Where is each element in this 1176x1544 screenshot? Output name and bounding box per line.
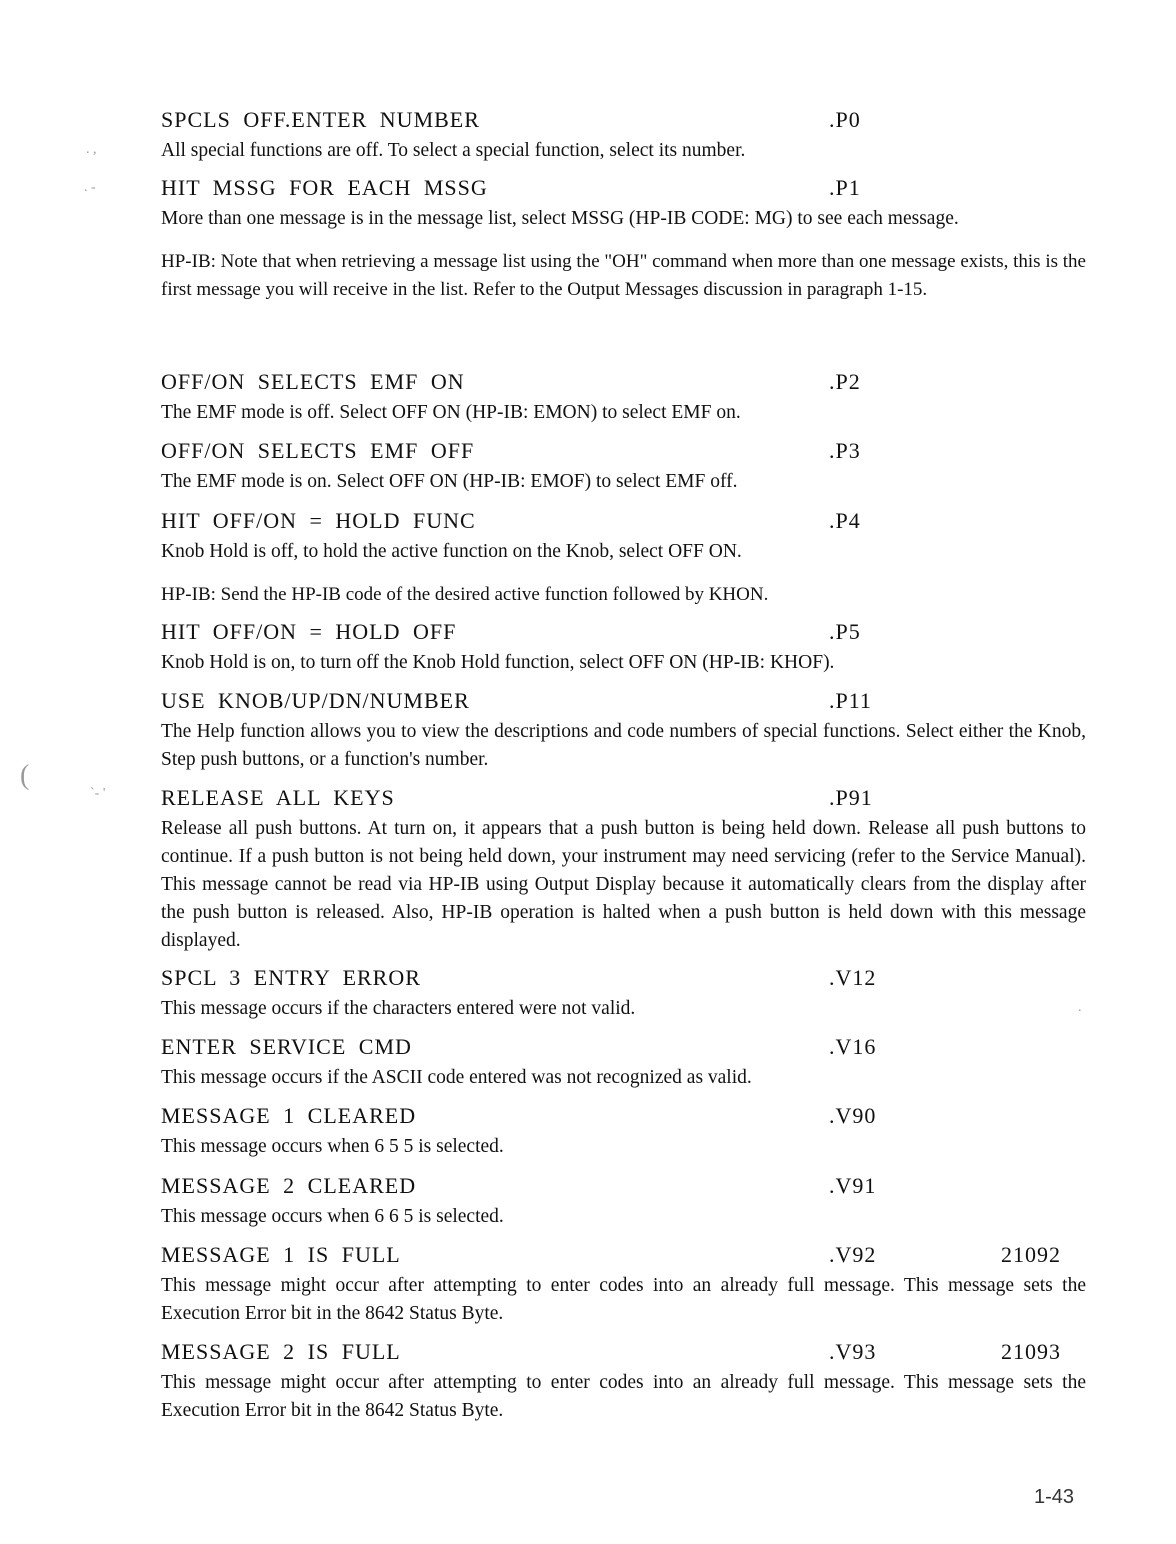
entry-p3 [161, 438, 1086, 496]
entry-description: All special functions are off. To select a special function, select its number. [161, 140, 746, 161]
entry-title: OFF/ON SELECTS EMF ON [161, 369, 465, 394]
entry-description: This message occurs if the ASCII code entered was not recognized as valid. [161, 1067, 752, 1088]
entry-heading [161, 107, 1086, 137]
entry-description: This message occurs when 6 6 5 is selected. [161, 1206, 504, 1227]
entry-p2 [161, 369, 1086, 427]
entry-title: MESSAGE 1 CLEARED [161, 1103, 417, 1128]
entry-heading [161, 785, 1086, 815]
entry-p0 [161, 107, 1086, 165]
entry-code: .V91 [829, 1173, 877, 1198]
entry-title: HIT MSSG FOR EACH MSSG [161, 175, 488, 200]
entry-code: .P5 [829, 619, 861, 644]
entry-v91 [161, 1173, 1086, 1231]
entry-description: More than one message is in the message list, select MSSG (HP-IB CODE: MG) to see each message. [161, 208, 959, 229]
hp-ib-note: HP-IB: Note that when retrieving a message list using the "OH" command when more than one message exists, this is the first message you will receive in the list. Refer to the Output Messages discussion in paragraph 1-15. [161, 251, 1086, 300]
entry-heading [161, 369, 1086, 399]
entry-v90 [161, 1103, 1086, 1161]
entry-description: Knob Hold is on, to turn off the Knob Hold function, select OFF ON (HP-IB: KHOF). [161, 652, 835, 673]
entry-v93 [161, 1339, 1086, 1425]
entry-heading [161, 965, 1086, 995]
entry-code: .V92 [829, 1242, 877, 1267]
entry-title: RELEASE ALL KEYS [161, 785, 395, 810]
entry-p91 [161, 785, 1086, 955]
entry-description: This message might occur after attempting to enter codes into an already full message. This message sets the Execution Error bit in the 8642 Status Byte. [161, 1372, 1086, 1421]
entry-p1 [161, 175, 1086, 304]
entry-code: .V12 [829, 965, 877, 990]
entry-title: USE KNOB/UP/DN/NUMBER [161, 688, 470, 713]
entry-code: .P0 [829, 107, 861, 132]
entry-title: SPCLS OFF.ENTER NUMBER [161, 107, 480, 132]
entry-title: HIT OFF/ON = HOLD FUNC [161, 508, 476, 533]
page-number: 1-43 [1034, 1486, 1075, 1508]
entry-description: The EMF mode is off. Select OFF ON (HP-IB: EMON) to select EMF on. [161, 402, 741, 423]
entry-code: .V90 [829, 1103, 877, 1128]
entry-code: .V93 [829, 1339, 877, 1364]
entry-title: ENTER SERVICE CMD [161, 1034, 412, 1059]
hp-ib-note: HP-IB: Send the HP-IB code of the desired active function followed by KHON. [161, 584, 769, 605]
entry-heading [161, 1173, 1086, 1203]
entry-v16 [161, 1034, 1086, 1092]
entry-v12 [161, 965, 1086, 1023]
entry-heading [161, 1339, 1086, 1369]
entry-heading [161, 688, 1086, 718]
entry-description: The Help function allows you to view the descriptions and code numbers of special functions. Select either the Knob, Step push buttons, or a function's number. [161, 721, 1086, 770]
entry-number: 21092 [1001, 1242, 1061, 1267]
entry-code: .P1 [829, 175, 861, 200]
entry-number: 21093 [1001, 1339, 1061, 1364]
entry-description: This message occurs when 6 5 5 is selected. [161, 1136, 504, 1157]
entry-title: OFF/ON SELECTS EMF OFF [161, 438, 475, 463]
entry-heading [161, 175, 1086, 205]
entry-title: MESSAGE 2 IS FULL [161, 1339, 401, 1364]
entry-description: The EMF mode is on. Select OFF ON (HP-IB: EMOF) to select EMF off. [161, 471, 738, 492]
entry-heading [161, 508, 1086, 538]
entry-heading [161, 619, 1086, 649]
entry-p4 [161, 508, 1086, 609]
entry-description: Release all push buttons. At turn on, it appears that a push button is being held down. Release all push buttons to continue. If a push button is not being held down, your instrument may need servicing (refer to the Service Manual). This message cannot be read via HP-IB using Output Display because it automatically clears from the display after the push button is released. Also, HP-IB operation is halted when a push button is held down with this message displayed. [161, 818, 1086, 951]
entry-heading [161, 1103, 1086, 1133]
manual-page: . , . - ( `- ' . SPCLS OFF.ENTER NUMBER .P0 All special functions are off. To select a special function, select its number. HIT MSSG FOR EACH MSSG .P1 More than one message is in the message list, select MSSG (HP-IB CODE: MG) to see each message. HP-IB: Note that when retrieving a message list using the "OH" command when more than one message exists, this is the first message you will receive in the list. Refer to the Output Messages discussion in paragraph 1-15. OFF/ON SELECTS EMF ON .P2 The EMF mode is off. Select OFF ON (HP-IB: EMON) to select EMF on. OFF/ON SELECTS EMF OFF .P3 The EMF mode is on. Select OFF ON (HP-IB: EMOF) to select EMF off. HIT OFF/ON = HOLD FUNC .P4 Knob Hold is off, to hold the active function on the Knob, select OFF ON. HP-IB: Send the HP-IB code of the desired active function followed by KHON. HIT OFF/ON = HOLD OFF .P5 Knob Hold is on, to turn off the Knob Hold function, select OFF ON (HP-IB: KHOF). USE KNOB/UP/DN/NUMBER .P11 The Help function allows you to view the descriptions and code numbers of special functions. Select either the Knob, Step push buttons, or a function's number. RELEASE ALL KEYS .P91 Release all push buttons. At turn on, it appears that a push button is being held down. Release all push buttons to continue. If a push button is not being held down, your instrument may need servicing (refer to the Service Manual). This message cannot be read via HP-IB using Output Display because it automatically clears from the display after the push button is released. Also, HP-IB operation is halted when a push button is held down with this message displayed. SPCL 3 ENTRY ERROR .V12 This message occurs if the characters entered were not valid. ENTER SERVICE CMD .V16 This message occurs if the ASCII code entered was not recognized as valid. MESSAGE 1 CLEARED .V90 This message occurs when 6 5 5 is selected. MESSAGE 2 CLEARED .V91 This message occurs when 6 6 5 is selected. MESSAGE 1 IS FULL .V92 21092 This message might occur after attempting to enter codes into an already full message. This message sets the Execution Error bit in the 8642 Status Byte. MESSAGE 2 IS FULL .V93 21093 This message might occur after attempting to enter codes into an already full message. This message sets the Execution Error bit in the 8642 Status Byte. 1-43 [20, 107, 1086, 1508]
entry-p11 [161, 688, 1086, 774]
entry-heading [161, 438, 1086, 468]
entry-code: .P2 [829, 369, 861, 394]
entry-description: This message occurs if the characters entered were not valid. [161, 998, 636, 1019]
entry-title: MESSAGE 1 IS FULL [161, 1242, 401, 1267]
entry-title: SPCL 3 ENTRY ERROR [161, 965, 421, 990]
entry-v92 [161, 1242, 1086, 1328]
entry-description: Knob Hold is off, to hold the active function on the Knob, select OFF ON. [161, 541, 742, 562]
entry-title: MESSAGE 2 CLEARED [161, 1173, 417, 1198]
entry-code: .P91 [829, 785, 873, 810]
entry-code: .P3 [829, 438, 861, 463]
entry-description: This message might occur after attempting to enter codes into an already full message. This message sets the Execution Error bit in the 8642 Status Byte. [161, 1275, 1086, 1324]
entry-heading [161, 1242, 1086, 1272]
entry-code: .P4 [829, 508, 861, 533]
entry-code: .P11 [829, 688, 872, 713]
entry-title: HIT OFF/ON = HOLD OFF [161, 619, 457, 644]
entry-p5 [161, 619, 1086, 677]
entry-code: .V16 [829, 1034, 877, 1059]
entry-heading [161, 1034, 1086, 1064]
